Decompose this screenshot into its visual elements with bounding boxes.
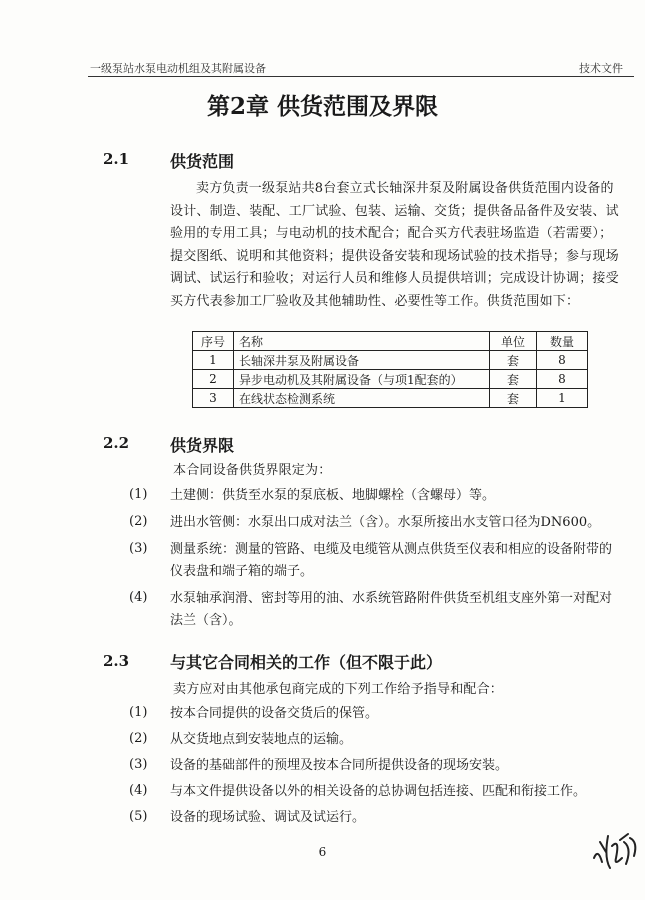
list-item-number: (2)	[129, 514, 148, 529]
table-cell: 套	[490, 370, 537, 389]
table-cell: 3	[193, 389, 234, 408]
table-header-row	[193, 332, 588, 351]
list-item-text: 设备的现场试验、调试及试运行。	[170, 810, 366, 825]
table-row	[193, 370, 588, 389]
table-header-cell: 单位	[490, 332, 537, 351]
section-number-2-3: 2.3	[103, 652, 130, 670]
section-2-2-intro: 本合同设备供货界限定为：	[173, 463, 332, 478]
section-2-3-intro: 卖方应对由其他承包商完成的下列工作给予指导和配合：	[173, 682, 504, 697]
list-item-text: 与本文件提供设备以外的相关设备的总协调包括连接、匹配和衔接工作。	[170, 784, 587, 799]
section-2-1-paragraph: 卖方负责一级泵站共8台套立式长轴深井泵及附属设备供货范围内设备的设计、制造、装配、工厂试验、包装、运输、交货；提供备品备件及安装、试验用的专用工具；与电动机的技术配合；配合买方代表驻场监造（若需要）；提交图纸、说明和其他资料；提供设备安装和现场试验的技术指导；参与现场调试、试运行和验收；对运行人员和维修人员提供培训；完成设计协调；接受买方代表参加工厂验收及其他辅助性、必要性等工作。供货范围如下：	[170, 181, 619, 309]
list-item-number: (1)	[129, 705, 148, 720]
table-cell: 2	[193, 370, 234, 389]
section-title-2-2: 供货界限	[170, 436, 235, 455]
list-item-number: (4)	[129, 590, 148, 605]
table-cell: 在线状态检测系统	[234, 389, 490, 408]
list-item-number: (5)	[129, 809, 148, 824]
table-cell: 1	[537, 389, 588, 408]
header-rule	[88, 76, 634, 77]
section-title-2-1: 供货范围	[170, 152, 235, 171]
table-cell: 8	[537, 351, 588, 370]
scope-table	[192, 331, 588, 408]
signature-icon	[590, 828, 642, 872]
table-cell: 套	[490, 351, 537, 370]
table-cell: 套	[490, 389, 537, 408]
list-item-text: 从交货地点到安装地点的运输。	[170, 732, 353, 747]
header-right: 技术文件	[579, 62, 623, 75]
list-item-number: (2)	[129, 731, 148, 746]
table-cell: 长轴深井泵及附属设备	[234, 351, 490, 370]
table-cell: 异步电动机及其附属设备（与项1配套的）	[234, 370, 490, 389]
table-cell: 8	[537, 370, 588, 389]
list-item-number: (4)	[129, 783, 148, 798]
list-item-text: 按本合同提供的设备交货后的保管。	[170, 706, 379, 721]
header-left: 一级泵站水泵电动机组及其附属设备	[90, 62, 266, 75]
table-header-cell: 名称	[234, 332, 490, 351]
list-item-number: (1)	[129, 487, 148, 502]
table-row	[193, 351, 588, 370]
table-header-cell: 序号	[193, 332, 234, 351]
section-title-2-3: 与其它合同相关的工作（但不限于此）	[170, 653, 443, 672]
list-item-text: 设备的基础部件的预埋及按本合同所提供设备的现场安装。	[170, 758, 509, 773]
list-item-number: (3)	[129, 541, 148, 556]
list-item-text: 进出水管侧：水泵出口成对法兰（含）。水泵所接出水支管口径为DN600。	[170, 515, 601, 530]
table-cell: 1	[193, 351, 234, 370]
section-number-2-1: 2.1	[103, 150, 130, 168]
list-item-number: (3)	[129, 757, 148, 772]
list-item-text: 测量系统：测量的管路、电缆及电缆管从测点供货至仪表和相应的设备附带的仪表盘和端子箱的端子。	[170, 542, 613, 579]
table-header-cell: 数量	[537, 332, 588, 351]
list-item-text: 土建侧：供货至水泵的泵底板、地脚螺栓（含螺母）等。	[170, 488, 496, 503]
chapter-title: 第2章 供货范围及界限	[206, 93, 438, 120]
list-item-text: 水泵轴承润滑、密封等用的油、水系统管路附件供货至机组支座外第一对配对法兰（含）。	[170, 591, 613, 628]
section-number-2-2: 2.2	[103, 434, 130, 452]
table-row	[193, 389, 588, 408]
page-number: 6	[318, 845, 327, 859]
